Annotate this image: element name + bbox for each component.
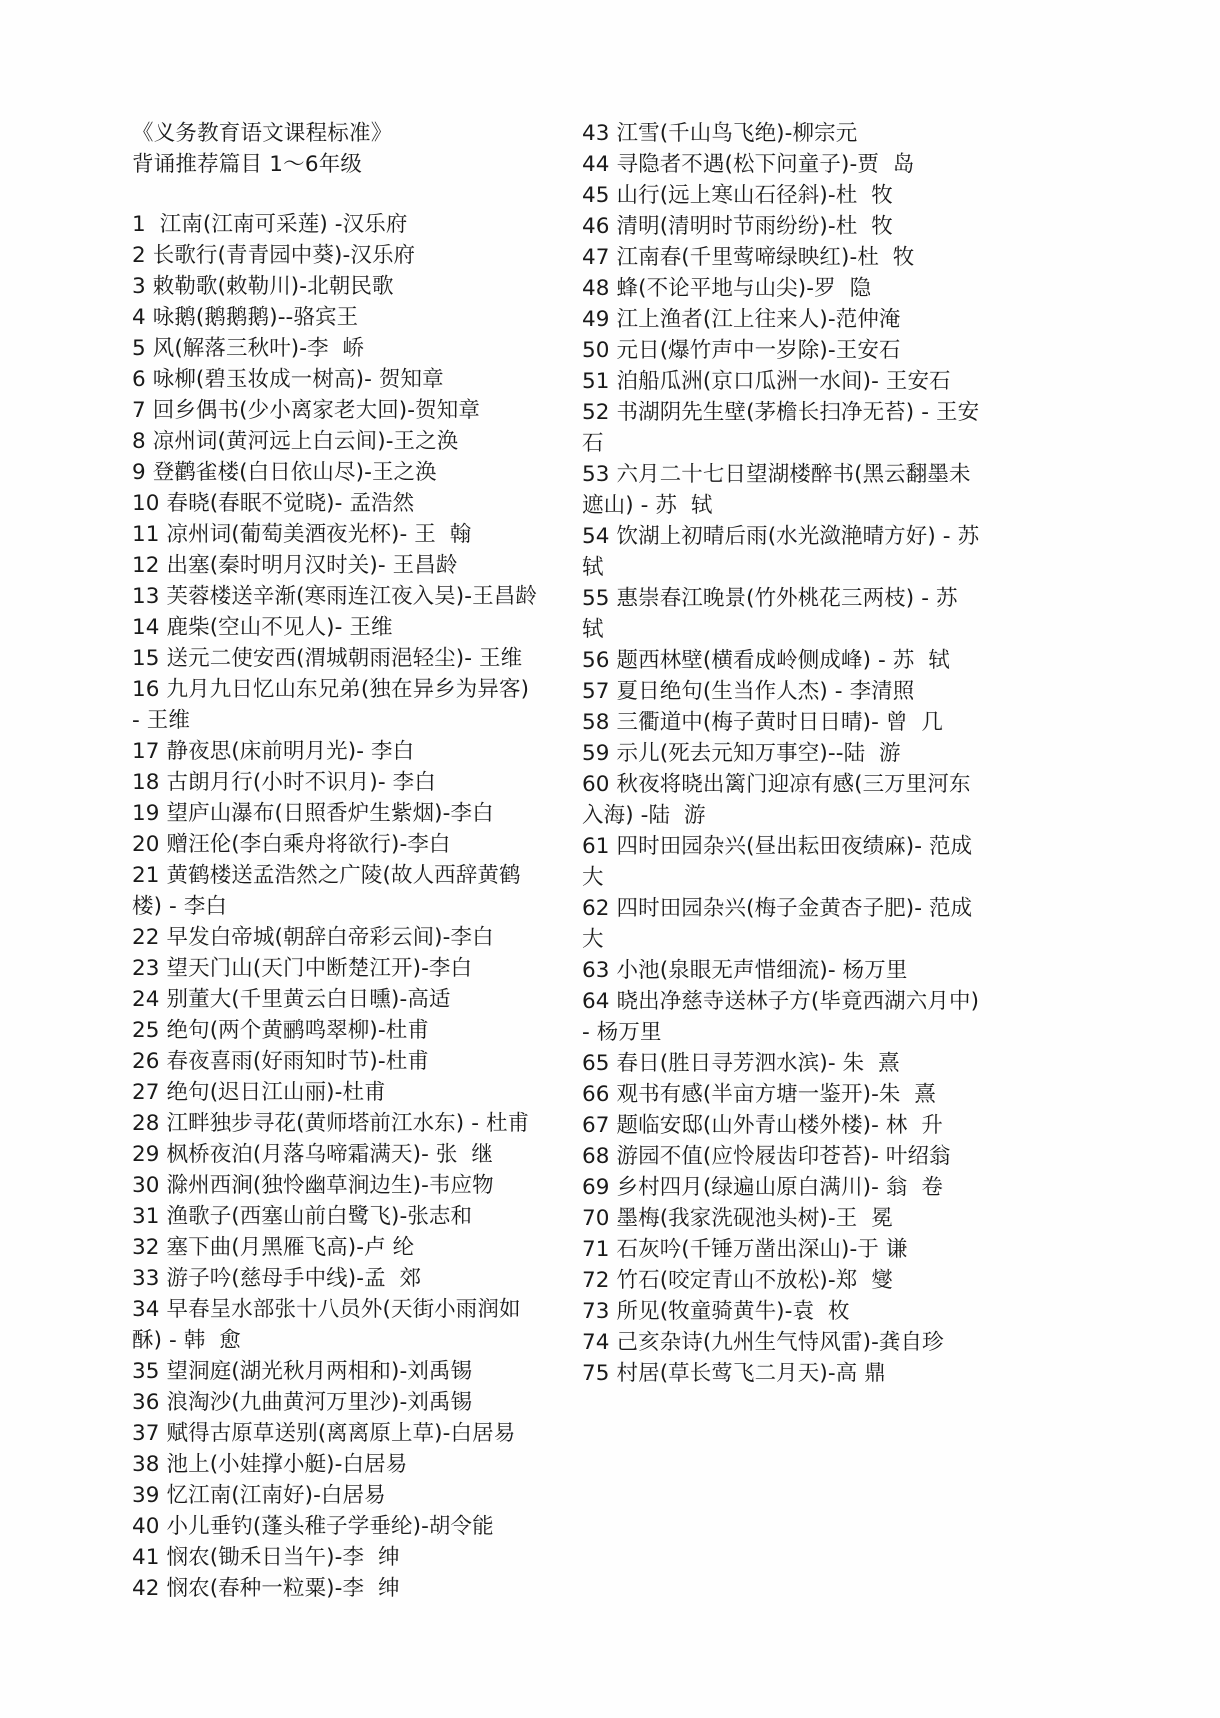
- poem-entry: 6 咏柳(碧玉妆成一树高)- 贺知章: [132, 367, 444, 392]
- poem-entry: 16 九月九日忆山东兄弟(独在异乡为异客) - 王维: [132, 677, 537, 733]
- poem-entry: 45 山行(远上寒山石径斜)-杜 牧: [582, 183, 893, 208]
- poem-entry: 30 滁州西涧(独怜幽草涧边生)-韦应物: [132, 1173, 494, 1198]
- poem-entry: 10 春晓(春眠不觉晓)- 孟浩然: [132, 491, 415, 516]
- poem-entry: 59 示儿(死去元知万事空)--陆 游: [582, 741, 901, 766]
- poem-entry: 73 所见(牧童骑黄牛)-袁 枚: [582, 1299, 850, 1324]
- poem-entry: 5 风(解落三秋叶)-李 峤: [132, 336, 365, 361]
- poem-entry: 9 登鹳雀楼(白日依山尽)-王之涣: [132, 460, 437, 485]
- poem-entry: 69 乡村四月(绿遍山原白满川)- 翁 卷: [582, 1175, 943, 1200]
- poem-entry: 2 长歌行(青青园中葵)-汉乐府: [132, 243, 416, 268]
- poem-entry: 1 江南(江南可采莲) -汉乐府: [132, 212, 408, 237]
- poem-entry: 47 江南春(千里莺啼绿映红)-杜 牧: [582, 245, 915, 270]
- poem-entry: 46 清明(清明时节雨纷纷)-杜 牧: [582, 214, 893, 239]
- poem-entry: 4 咏鹅(鹅鹅鹅)--骆宾王: [132, 305, 359, 330]
- poem-entry: 13 芙蓉楼送辛渐(寒雨连江夜入吴)-王昌龄: [132, 584, 537, 609]
- poem-entry: 34 早春呈水部张十八员外(天街小雨润如酥) - 韩 愈: [132, 1297, 521, 1353]
- poem-entry: 68 游园不值(应怜屐齿印苍苔)- 叶绍翁: [582, 1144, 951, 1169]
- poem-entry: 62 四时田园杂兴(梅子金黄杏子肥)- 范成大: [582, 896, 973, 952]
- poem-list-right: [582, 118, 992, 1389]
- poem-entry: 39 忆江南(江南好)-白居易: [132, 1483, 386, 1508]
- poem-entry: 74 己亥杂诗(九州生气恃风雷)-龚自珍: [582, 1330, 944, 1355]
- poem-entry: 51 泊船瓜洲(京口瓜洲一水间)- 王安石: [582, 369, 951, 394]
- poem-entry: 35 望洞庭(湖光秋月两相和)-刘禹锡: [132, 1359, 473, 1384]
- document-title: 《义务教育语文课程标准》: [132, 121, 393, 146]
- poem-entry: 60 秋夜将晓出篱门迎凉有感(三万里河东入海) -陆 游: [582, 772, 971, 828]
- poem-entry: 12 出塞(秦时明月汉时关)- 王昌龄: [132, 553, 458, 578]
- column-left: [132, 118, 542, 1604]
- poem-entry: 7 回乡偶书(少小离家老大回)-贺知章: [132, 398, 480, 423]
- poem-entry: 15 送元二使安西(渭城朝雨浥轻尘)- 王维: [132, 646, 523, 671]
- two-column-layout: [132, 118, 1092, 1604]
- poem-entry: 43 江雪(千山鸟飞绝)-柳宗元: [582, 121, 858, 146]
- document-content: [132, 118, 1092, 1604]
- poem-entry: 18 古朗月行(小时不识月)- 李白: [132, 770, 436, 795]
- poem-entry: 72 竹石(咬定青山不放松)-郑 燮: [582, 1268, 893, 1293]
- poem-entry: 23 望天门山(天门中断楚江开)-李白: [132, 956, 473, 981]
- poem-entry: 11 凉州词(葡萄美酒夜光杯)- 王 翰: [132, 522, 472, 547]
- poem-entry: 27 绝句(迟日江山丽)-杜甫: [132, 1080, 386, 1105]
- poem-entry: 28 江畔独步寻花(黄师塔前江水东) - 杜甫: [132, 1111, 530, 1136]
- poem-entry: 56 题西林壁(横看成岭侧成峰) - 苏 轼: [582, 648, 950, 673]
- poem-entry: 65 春日(胜日寻芳泗水滨)- 朱 熹: [582, 1051, 900, 1076]
- poem-entry: 36 浪淘沙(九曲黄河万里沙)-刘禹锡: [132, 1390, 473, 1415]
- poem-entry: 31 渔歌子(西塞山前白鹭飞)-张志和: [132, 1204, 473, 1229]
- poem-entry: 64 晓出净慈寺送林子方(毕竟西湖六月中) - 杨万里: [582, 989, 987, 1045]
- poem-entry: 25 绝句(两个黄鹂鸣翠柳)-杜甫: [132, 1018, 429, 1043]
- poem-entry: 52 书湖阴先生壁(茅檐长扫净无苔) - 王安石: [582, 400, 980, 456]
- poem-entry: 53 六月二十七日望湖楼醉书(黑云翻墨未遮山) - 苏 轼: [582, 462, 971, 518]
- poem-entry: 40 小儿垂钓(蓬头稚子学垂纶)-胡令能: [132, 1514, 494, 1539]
- column-right: [582, 118, 992, 1389]
- poem-entry: 71 石灰吟(千锤万凿出深山)-于 谦: [582, 1237, 908, 1262]
- poem-entry: 22 早发白帝城(朝辞白帝彩云间)-李白: [132, 925, 494, 950]
- poem-entry: 14 鹿柴(空山不见人)- 王维: [132, 615, 393, 640]
- poem-entry: 50 元日(爆竹声中一岁除)-王安石: [582, 338, 901, 363]
- document-subtitle: 背诵推荐篇目 1～6年级: [132, 152, 363, 177]
- poem-entry: 70 墨梅(我家洗砚池头树)-王 冕: [582, 1206, 893, 1231]
- poem-entry: 63 小池(泉眼无声惜细流)- 杨万里: [582, 958, 908, 983]
- poem-entry: 33 游子吟(慈母手中线)-孟 郊: [132, 1266, 422, 1291]
- poem-entry: 32 塞下曲(月黑雁飞高)-卢 纶: [132, 1235, 415, 1260]
- poem-entry: 75 村居(草长莺飞二月天)-高 鼎: [582, 1361, 886, 1386]
- poem-entry: 17 静夜思(床前明月光)- 李白: [132, 739, 415, 764]
- poem-entry: 37 赋得古原草送别(离离原上草)-白居易: [132, 1421, 516, 1446]
- poem-entry: 26 春夜喜雨(好雨知时节)-杜甫: [132, 1049, 429, 1074]
- poem-entry: 67 题临安邸(山外青山楼外楼)- 林 升: [582, 1113, 943, 1138]
- poem-entry: 8 凉州词(黄河远上白云间)-王之涣: [132, 429, 459, 454]
- poem-entry: 55 惠崇春江晚景(竹外桃花三两枝) - 苏 轼: [582, 586, 972, 642]
- poem-entry: 24 别董大(千里黄云白日曛)-高适: [132, 987, 451, 1012]
- poem-entry: 48 蜂(不论平地与山尖)-罗 隐: [582, 276, 872, 301]
- poem-entry: 19 望庐山瀑布(日照香炉生紫烟)-李白: [132, 801, 494, 826]
- poem-entry: 54 饮湖上初晴后雨(水光潋滟晴方好) - 苏轼: [582, 524, 980, 580]
- poem-entry: 3 敕勒歌(敕勒川)-北朝民歌: [132, 274, 394, 299]
- poem-entry: 44 寻隐者不遇(松下问童子)-贾 岛: [582, 152, 915, 177]
- poem-entry: 49 江上渔者(江上往来人)-范仲淹: [582, 307, 901, 332]
- poem-entry: 21 黄鹤楼送孟浩然之广陵(故人西辞黄鹤楼) - 李白: [132, 863, 521, 919]
- poem-entry: 41 悯农(锄禾日当午)-李 绅: [132, 1545, 400, 1570]
- poem-list-left: [132, 209, 542, 1604]
- poem-entry: 66 观书有感(半亩方塘一鉴开)-朱 熹: [582, 1082, 936, 1107]
- poem-entry: 58 三衢道中(梅子黄时日日晴)- 曾 几: [582, 710, 943, 735]
- poem-entry: 20 赠汪伦(李白乘舟将欲行)-李白: [132, 832, 451, 857]
- poem-entry: 61 四时田园杂兴(昼出耘田夜绩麻)- 范成大: [582, 834, 973, 890]
- poem-entry: 42 悯农(春种一粒粟)-李 绅: [132, 1576, 400, 1601]
- poem-entry: 38 池上(小娃撑小艇)-白居易: [132, 1452, 408, 1477]
- poem-entry: 57 夏日绝句(生当作人杰) - 李清照: [582, 679, 915, 704]
- poem-entry: 29 枫桥夜泊(月落乌啼霜满天)- 张 继: [132, 1142, 493, 1167]
